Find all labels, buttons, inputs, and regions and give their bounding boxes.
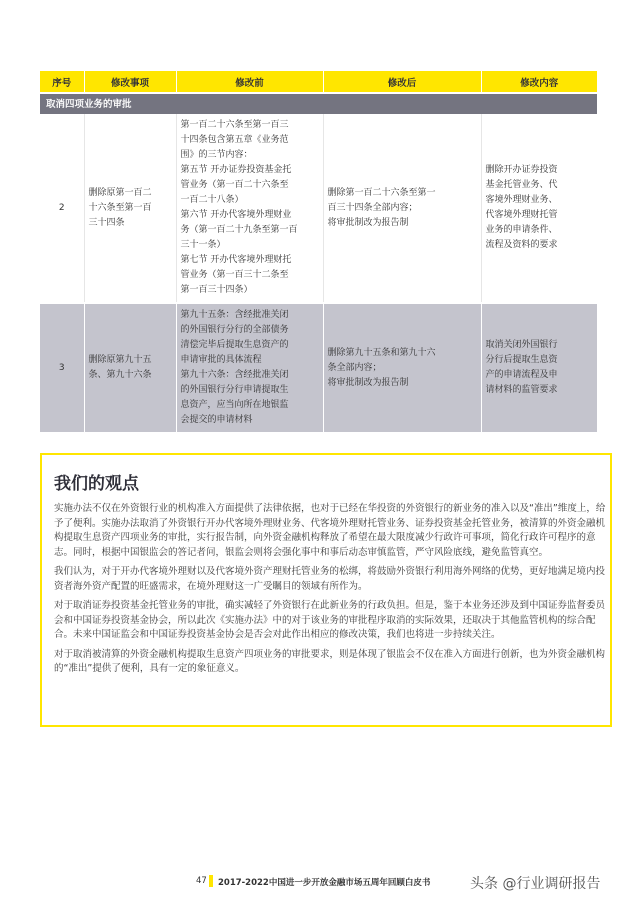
viewpoint-box	[40, 453, 612, 727]
page-footer	[0, 873, 640, 891]
table-header-row	[40, 71, 597, 93]
header-number: 序号	[40, 71, 84, 93]
amendment-table	[40, 71, 597, 432]
watermark: 头条 @行业调研报告	[470, 876, 601, 892]
viewpoint-paragraph: 实施办法不仅在外资银行业的机构准入方面提供了法律依据，也对于已经在华投资的外资银行的新业务的准入以及“准出”维度上，给予了便利。实施办法取消了外资银行开办代客境外理财业务、代客境外理财托管业务、证券投资基金托管业务，被清算的外资金融机构提取生息资产四项业务的审批，实行报告制，向外资金融机构释放了希望在最大限度减少行政许可事项，简化行政许可程序的意志。同时，根据中国银监会的答记者问，银监会则将会强化事中和事后动态审慎监管，严守风险底线，避免监管真空。	[54, 503, 606, 558]
row-number: 3	[40, 303, 84, 432]
header-change-item: 修改事项	[84, 71, 176, 93]
footer-title: 2017-2022中国进一步开放金融市场五周年回顾白皮书	[218, 878, 431, 888]
table-row	[40, 114, 597, 303]
row-after: 删除第九十五条和第九十六 条全部内容； 将审批制改为报告制	[327, 347, 436, 388]
table-row	[40, 303, 597, 432]
header-content: 修改内容	[481, 71, 597, 93]
row-before: 第九十五条：含经批准关闭 的外国银行分行的全部债务 清偿完毕后提取生息资产的 申请审批的具体流程 第九十六条：含经批准关闭 的外国银行分行申请提取生 息资产，应当向所在地银监 会提交的申请材料	[180, 310, 289, 425]
viewpoint-paragraph: 对于取消被清算的外资金融机构提取生息资产四项业务的审批要求，则是体现了银监会不仅在准入方面进行创新，也为外资金融机构的“准出”提供了便利，具有一定的象征意义。	[54, 648, 606, 674]
footer-accent-bar	[209, 875, 213, 887]
page-number: 47	[196, 876, 207, 886]
viewpoint-paragraph: 我们认为，对于开办代客境外理财以及代客境外资产理财托管业务的松绑，将鼓励外资银行利用海外网络的优势，更好地满足境内投资者海外资产配置的旺盛需求，在境外理财这一广受瞩目的领域有所作为。	[54, 566, 606, 592]
section-title: 取消四项业务的审批	[40, 93, 597, 114]
row-before: 第一百二十六条至第一百三 十四条包含第五章《业务范 围》的三节内容： 第五节 开办证券投资基金托 管业务（第一百二十六条至 一百二十八条） 第六节 开办代客境外理财业 务（第一百二十九条至第一百 三十一条） 第七节 开办代客境外理财托 管业务（第一百三十二条至 第一百三十四条）	[180, 120, 298, 295]
row-number: 2	[40, 114, 84, 303]
row-after: 删除第一百二十六条至第一 百三十四条全部内容； 将审批制改为报告制	[327, 187, 436, 228]
row-content: 删除开办证券投资 基金托管业务、代 客境外理财业务、 代客境外理财托管 业务的申请条件、 流程及资料的要求	[485, 165, 558, 250]
row-change-item: 删除原第九十五 条、第九十六条	[88, 355, 152, 380]
viewpoint-title: 我们的观点	[54, 474, 139, 494]
header-before: 修改前	[176, 71, 323, 93]
section-row	[40, 93, 597, 114]
row-content: 取消关闭外国银行 分行后提取生息资 产的申请流程及申 请材料的监管要求	[485, 340, 558, 395]
viewpoint-paragraph: 对于取消证券投资基金托管业务的审批，确实减轻了外资银行在此新业务的行政负担。但是，鉴于本业务还涉及到中国证券监督委员会和中国证券投资基金协会，所以此次《实施办法》中的对于该业务的审批程序取消的实际效果，还取决于其他监管机构的综合配合。未来中国证监会和中国证券投资基金协会是否会对此作出相应的修改决策，我们也将进一步持续关注。	[54, 600, 606, 640]
header-after: 修改后	[323, 71, 481, 93]
row-change-item: 删除原第一百二 十六条至第一百 三十四条	[88, 187, 152, 228]
